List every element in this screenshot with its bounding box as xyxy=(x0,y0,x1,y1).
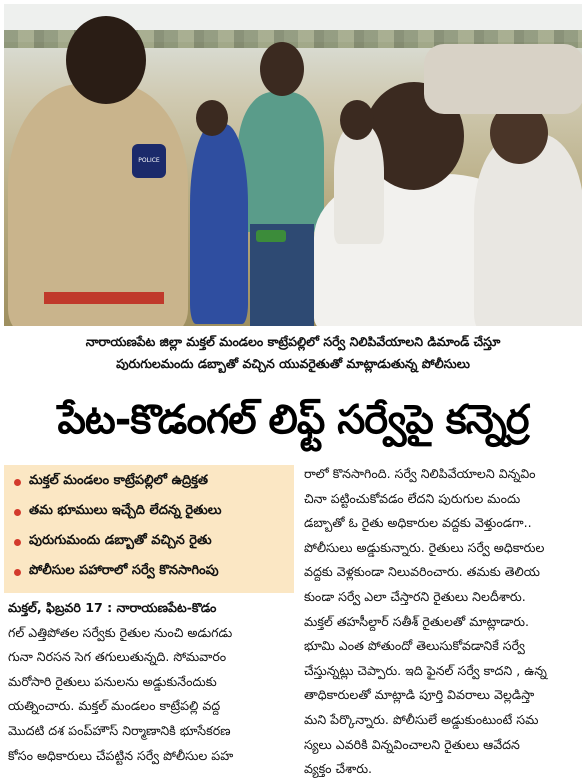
article-left-column xyxy=(8,596,292,768)
police-belt xyxy=(44,292,164,304)
highlight-item xyxy=(14,563,219,581)
article-line: డబ్బాతో ఓ రైతు అధికారుల వద్దకు వెళ్తుండగా.. xyxy=(304,515,532,531)
bullet-dot-icon xyxy=(14,479,21,486)
article-line: స్యలు ఎవరికి విన్నవించాలని రైతులు ఆవేదన xyxy=(304,736,520,752)
article-right-column xyxy=(304,462,582,782)
photo-caption xyxy=(4,328,582,378)
highlight-item xyxy=(14,473,208,491)
article-line: మని పేర్కొన్నారు. పోలీసులే అడ్డుకుంటుంటే సమ xyxy=(304,711,539,727)
highlight-text: పోలీసుల పహారాలో సర్వే కొనసాగింపు xyxy=(29,563,219,578)
villager-figure-middle xyxy=(334,124,384,244)
villager-figure-right xyxy=(474,134,582,326)
caption-line-1: నారాయణపేట జిల్లా మక్తల్ మండలం కాట్రేపల్లిలో సర్వే నిలిపివేయాలని డిమాండ్ చేస్తూ xyxy=(85,334,501,349)
article-line: మొదటి దశ పంప్‌హౌస్ నిర్మాణానికి భూసేకరణ xyxy=(8,722,231,738)
highlight-text: పురుగుమందు డబ్బాతో వచ్చిన రైతు xyxy=(29,533,212,548)
police-officer-head xyxy=(66,16,146,104)
article-line: భూమి ఎంత పోతుందో తెలుసుకోవడానికే సర్వే xyxy=(304,638,525,654)
highlight-text: తమ భూములు ఇచ్చేది లేదన్న రైతులు xyxy=(29,503,222,518)
article-line: చేస్తున్నట్లు చెప్పారు. ఇది ఫైనల్ సర్వే కాదని , ఉన్న xyxy=(304,662,547,678)
bullet-dot-icon xyxy=(14,539,21,546)
article-line: కుండా సర్వే ఎలా చేస్తారని రైతులు నిలదీశారు. xyxy=(304,588,526,604)
young-farmer-figure xyxy=(238,92,324,232)
article-line: వ్యక్తం చేశారు. xyxy=(304,761,373,777)
police-officer-figure xyxy=(8,84,188,326)
article-line: కోసం అధికారులు చేపట్టిన సర్వే పోలీసుల పహ xyxy=(8,747,234,763)
highlight-item xyxy=(14,503,221,521)
villager-head-middle xyxy=(340,100,374,140)
bullet-dot-icon xyxy=(14,569,21,576)
highlight-text: మక్తల్ మండలం కాట్రేపల్లిలో ఉద్రిక్తత xyxy=(29,473,209,488)
article-line: గల్ ఎత్తిపోతల సర్వేకు రైతుల నుంచి అడుగడు xyxy=(8,624,233,640)
article-line: మరోసారి రైతులు పనులను అడ్డుకునేందుకు xyxy=(8,673,217,689)
headline: పేట-కొడంగల్ లిఫ్ట్ సర్వేపై కన్నెర్ర xyxy=(57,397,529,443)
crowd-background xyxy=(424,44,582,114)
article-line: మక్తల్ తహసీల్దార్ సతీశ్ రైతులతో మాట్లాడారు. xyxy=(304,613,530,629)
pesticide-bottle xyxy=(256,230,286,242)
article-line: తాధికారులతో మాట్లాడి పూర్తి వివరాలు వెల్లడిస్తా xyxy=(304,687,535,703)
boy-head xyxy=(196,100,228,136)
boy-figure xyxy=(190,124,248,324)
article-line: గునా నిరసన సెగ తగులుతున్నది. సోమవారం xyxy=(8,649,227,665)
young-farmer-head xyxy=(260,42,304,96)
highlights-box xyxy=(4,465,294,593)
highlight-item xyxy=(14,533,212,551)
police-badge-icon: POLICE xyxy=(132,144,166,178)
article-line: వద్దకు వెళ్లకుండా నిలువరించారు. తమకు తెలియ xyxy=(304,564,540,580)
article-line: రాలో కొనసాగింది. సర్వే నిలిపివేయాలని విన్నవిం xyxy=(304,466,536,481)
article-line: చినా పట్టించుకోవడం లేదని పురుగుల మందు xyxy=(304,490,521,506)
article-line: పోలీసులు అడ్డుకున్నారు. రైతులు సర్వే అధికారుల xyxy=(304,539,545,555)
news-photo xyxy=(4,4,582,326)
article-line: మక్తల్, ఫిబ్రవరి 17 : నారాయణపేట-కొడం xyxy=(8,600,217,615)
article-line: యత్నించారు. మక్తల్ మండలం కాట్రేపల్లి వద్ద xyxy=(8,698,221,714)
bullet-dot-icon xyxy=(14,509,21,516)
caption-line-2: పురుగులమందు డబ్బాతో వచ్చిన యువరైతుతో మాట్లాడుతున్న పోలీసులు xyxy=(116,356,470,371)
